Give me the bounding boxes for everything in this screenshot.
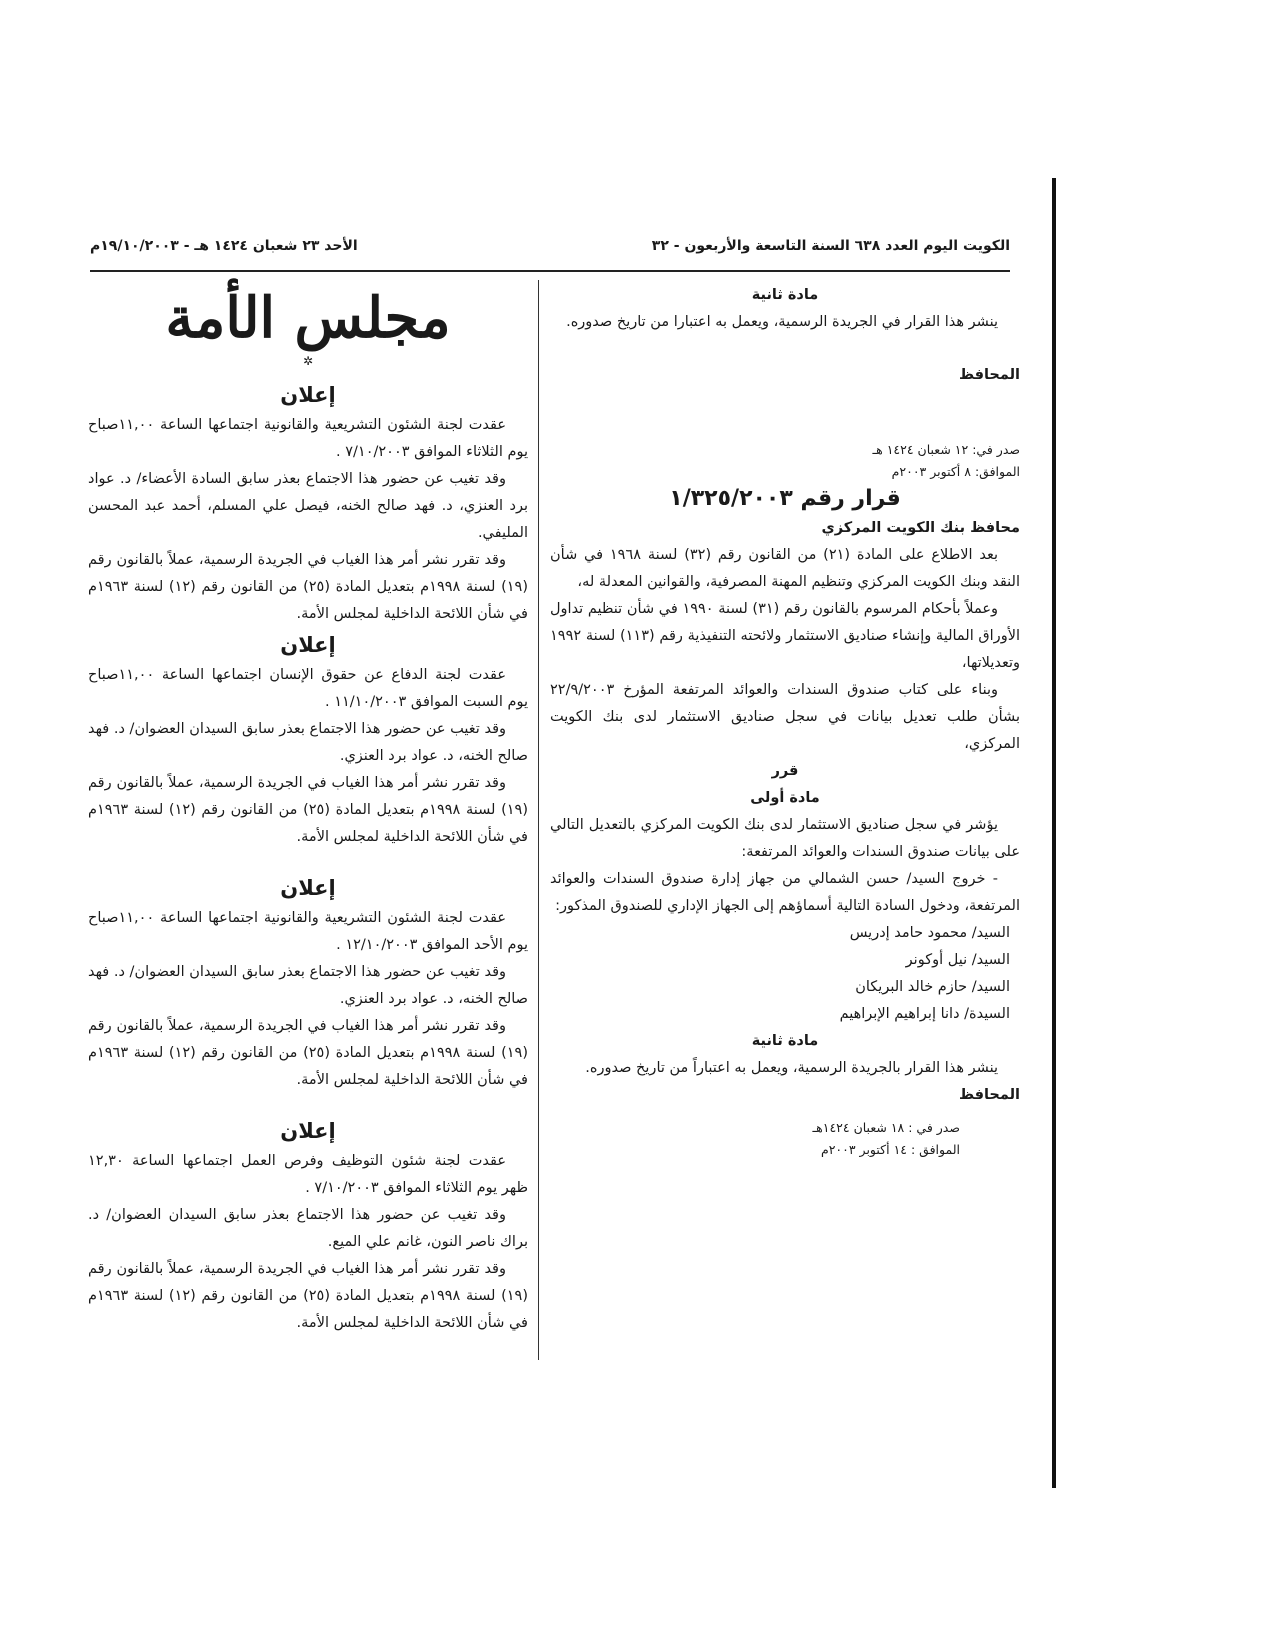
announcement-text: عقدت لجنة الشئون التشريعية والقانونية اجتماعها الساعة ١١,٠٠صباح يوم الثلاثاء الموافق ٧/١٠/٢٠٠٣ .	[88, 417, 528, 460]
corresponding-date: الموافق : ١٤ أكتوبر ٢٠٠٣م	[820, 1142, 960, 1157]
article-text: يؤشر في سجل صناديق الاستثمار لدى بنك الكويت المركزي بالتعديل التالي على بيانات صندوق السندات والعوائد المرتفعة:	[550, 817, 1020, 860]
header-issue-info: الكويت اليوم العدد ٦٣٨ السنة التاسعة والأربعون - ٣٢	[651, 238, 1010, 254]
announcement-text: وقد تغيب عن حضور هذا الاجتماع بعذر سابق السيدان العضوان/ د. فهد صالح الخنه، د. عواد برد العنزي.	[88, 721, 528, 764]
article-text: ينشر هذا القرار بالجريدة الرسمية، ويعمل به اعتباراً من تاريخ صدوره.	[585, 1060, 998, 1076]
announcement	[88, 1114, 528, 1337]
announcement-text: وقد تقرر نشر أمر هذا الغياب في الجريدة الرسمية، عملاً بالقانون رقم (١٩) لسنة ١٩٩٨م بتعديل المادة (٢٥) من القانون رقم (١٢) لسنة ١٩٦٣م في شأن اللائحة الداخلية لمجلس الأمة.	[88, 1261, 528, 1331]
header-rule	[90, 270, 1010, 272]
parliament-logo: مجلس الأمة	[165, 285, 451, 351]
issuer-title: محافظ بنك الكويت المركزي	[821, 520, 1020, 536]
announcement-text: وقد تقرر نشر أمر هذا الغياب في الجريدة الرسمية، عملاً بالقانون رقم (١٩) لسنة ١٩٩٨م بتعديل المادة (٢٥) من القانون رقم (١٢) لسنة ١٩٦٣م في شأن اللائحة الداخلية لمجلس الأمة.	[88, 1018, 528, 1088]
announcement-text: عقدت لجنة الشئون التشريعية والقانونية اجتماعها الساعة ١١,٠٠صباح يوم الأحد الموافق ١٢/١٠/٢٠٠٣ .	[88, 910, 528, 953]
announcement	[88, 378, 528, 628]
ornament-icon: ✲	[302, 354, 314, 368]
column-divider	[538, 280, 539, 1360]
right-column	[550, 282, 1020, 1161]
page-header	[90, 238, 1010, 268]
article-item: - خروج السيد/ حسن الشمالي من جهاز إدارة صندوق السندات والعوائد المرتفعة، ودخول السادة التالية أسماؤهم إلى الجهاز الإداري للصندوق المذكور:	[550, 871, 1020, 914]
corresponding-date: الموافق: ٨ أكتوبر ٢٠٠٣م	[891, 464, 1020, 479]
governor-label: المحافظ	[958, 1087, 1020, 1103]
announcement	[88, 871, 528, 1094]
page-edge-bar	[1052, 178, 1056, 1488]
announcement-heading: إعلان	[280, 1119, 336, 1143]
governor-label: المحافظ	[958, 367, 1020, 383]
name-entry: السيد/ نيل أوكونر	[905, 952, 1010, 968]
name-entry: السيد/ حازم خالد البريكان	[855, 979, 1010, 995]
announcement-text: وقد تغيب عن حضور هذا الاجتماع بعذر سابق السيدان العضوان/ د. براك ناصر النون، غانم علي الميع.	[88, 1207, 528, 1250]
article-text: ينشر هذا القرار في الجريدة الرسمية، ويعمل به اعتبارا من تاريخ صدوره.	[566, 314, 998, 330]
decree-title: قرار رقم ١/٣٢٥/٢٠٠٣	[669, 486, 901, 511]
announcement	[88, 628, 528, 851]
name-entry: السيد/ محمود حامد إدريس	[849, 925, 1010, 941]
article-title: مادة أولى	[750, 790, 820, 806]
announcement-text: وقد تقرر نشر أمر هذا الغياب في الجريدة الرسمية، عملاً بالقانون رقم (١٩) لسنة ١٩٩٨م بتعديل المادة (٢٥) من القانون رقم (١٢) لسنة ١٩٦٣م في شأن اللائحة الداخلية لمجلس الأمة.	[88, 775, 528, 845]
announcement-heading: إعلان	[280, 876, 336, 900]
article-title: مادة ثانية	[751, 287, 819, 303]
announcement-heading: إعلان	[280, 383, 336, 407]
preamble-paragraph: بعد الاطلاع على المادة (٢١) من القانون رقم (٣٢) لسنة ١٩٦٨ في شأن النقد وبنك الكويت المركزي وتنظيم المهنة المصرفية، والقوانين المعدلة له،	[550, 547, 1020, 590]
preamble-paragraph: وبناء على كتاب صندوق السندات والعوائد المرتفعة المؤرخ ٢٢/٩/٢٠٠٣ بشأن طلب تعديل بيانات في سجل صناديق الاستثمار لدى بنك الكويت المركزي،	[550, 682, 1020, 752]
announcement-text: عقدت لجنة شئون التوظيف وفرص العمل اجتماعها الساعة ١٢,٣٠ ظهر يوم الثلاثاء الموافق ٧/١٠/٢٠٠٣ .	[88, 1153, 528, 1196]
header-date: الأحد ٢٣ شعبان ١٤٢٤ هـ - ١٩/١٠/٢٠٠٣م	[90, 238, 358, 254]
left-column	[88, 282, 528, 1337]
announcement-text: وقد تغيب عن حضور هذا الاجتماع بعذر سابق السادة الأعضاء/ د. عواد برد العنزي، د. فهد صالح الخنه، فيصل علي المسلم، أحمد عبد المحسن المليفي.	[88, 471, 528, 541]
issued-date: صدر في : ١٨ شعبان ١٤٢٤هـ	[812, 1120, 960, 1135]
announcement-text: وقد تغيب عن حضور هذا الاجتماع بعذر سابق السيدان العضوان/ د. فهد صالح الخنه، د. عواد برد العنزي.	[88, 964, 528, 1007]
name-entry: السيدة/ دانا إبراهيم الإبراهيم	[839, 1006, 1010, 1022]
announcement-text: عقدت لجنة الدفاع عن حقوق الإنسان اجتماعها الساعة ١١,٠٠صباح يوم السبت الموافق ١١/١٠/٢٠٠٣ .	[88, 667, 528, 710]
decided-label: قرر	[771, 763, 799, 779]
preamble-paragraph: وعملاً بأحكام المرسوم بالقانون رقم (٣١) لسنة ١٩٩٠ في شأن تنظيم تداول الأوراق المالية وإنشاء صناديق الاستثمار ولائحته التنفيذية رقم (١١٣) لسنة ١٩٩٢ وتعديلاتها،	[550, 601, 1020, 671]
announcement-text: وقد تقرر نشر أمر هذا الغياب في الجريدة الرسمية، عملاً بالقانون رقم (١٩) لسنة ١٩٩٨م بتعديل المادة (٢٥) من القانون رقم (١٢) لسنة ١٩٦٣م في شأن اللائحة الداخلية لمجلس الأمة.	[88, 552, 528, 622]
article-title: مادة ثانية	[751, 1033, 819, 1049]
announcement-heading: إعلان	[280, 633, 336, 657]
issued-date: صدر في: ١٢ شعبان ١٤٢٤ هـ	[872, 442, 1020, 457]
